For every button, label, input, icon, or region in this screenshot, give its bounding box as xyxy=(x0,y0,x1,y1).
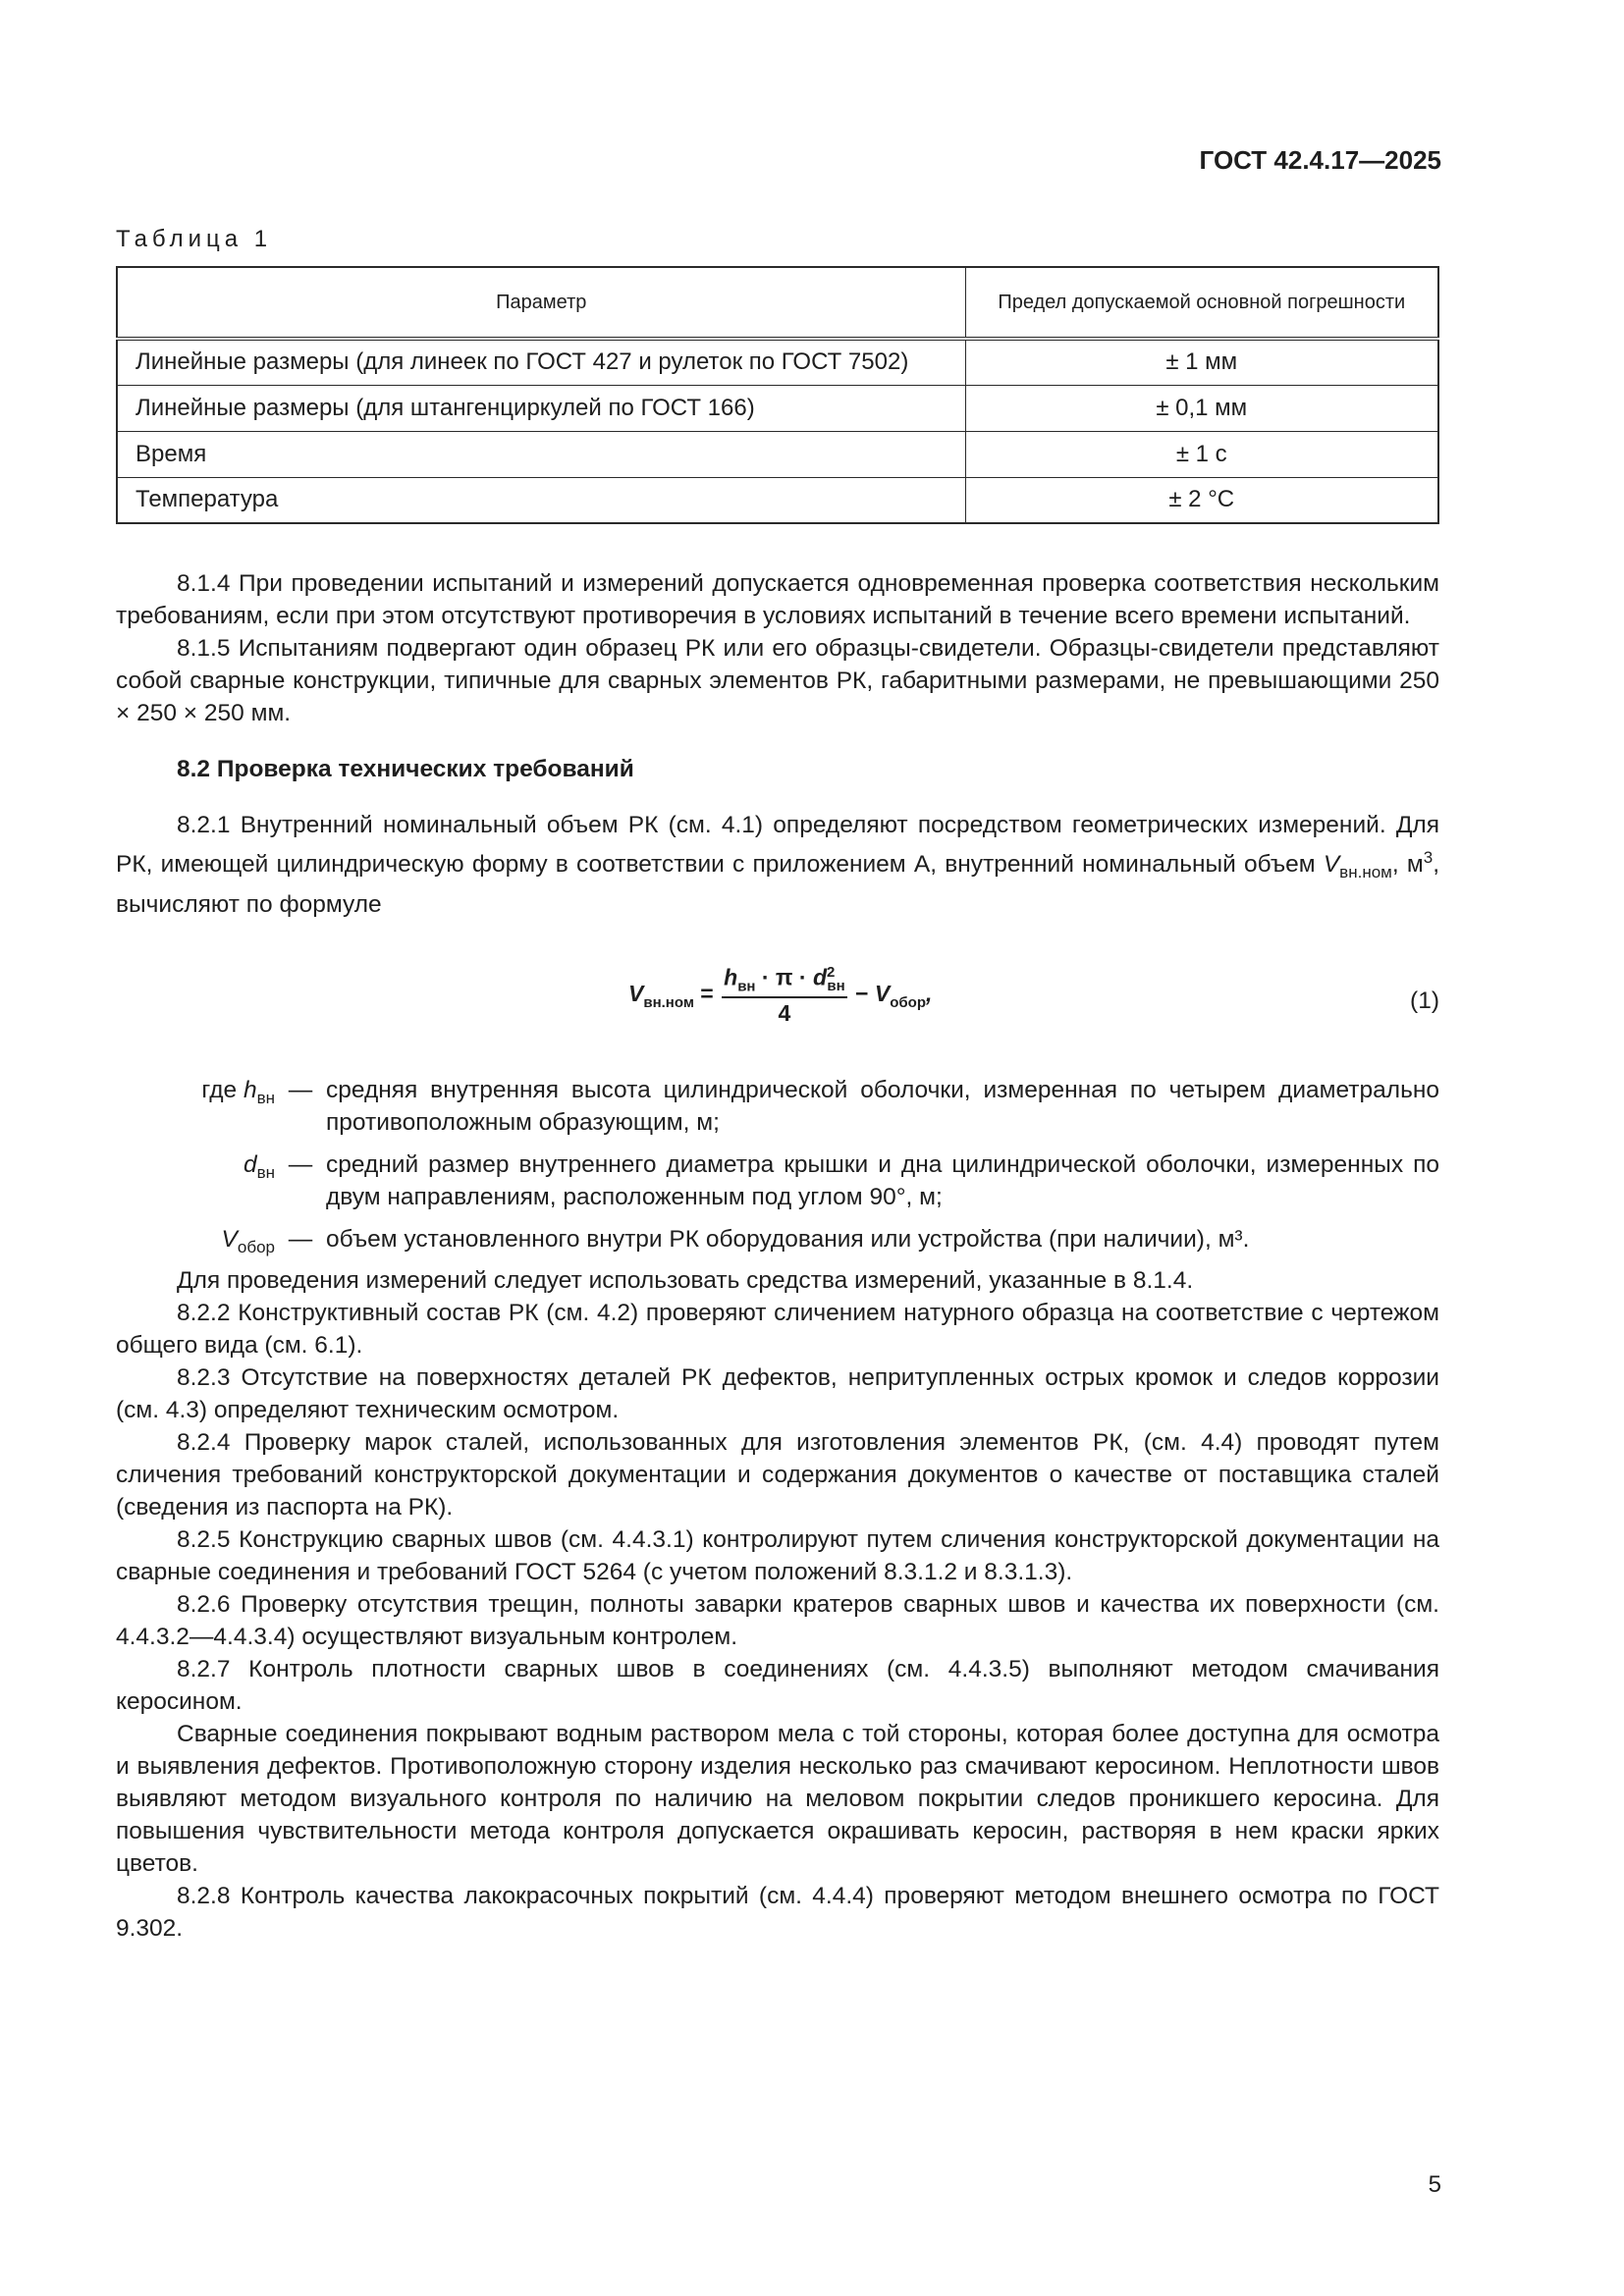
table-cell: Линейные размеры (для линеек по ГОСТ 427 и рулеток по ГОСТ 7502) xyxy=(117,339,965,385)
table-row xyxy=(117,339,1438,385)
table-cell: Температура xyxy=(117,477,965,523)
formula-subscript: обор xyxy=(890,993,926,1011)
table-cell: Линейные размеры (для штангенциркулей по ГОСТ 166) xyxy=(117,385,965,431)
table-header-row xyxy=(117,267,1438,339)
legend-dash: — xyxy=(288,1151,313,1178)
legend-item xyxy=(116,1074,1439,1139)
table-cell: ± 2 °С xyxy=(965,477,1438,523)
legend-prefix: где xyxy=(201,1077,244,1103)
formula-punctuation: , xyxy=(926,981,933,1007)
formula-fraction xyxy=(722,964,847,1027)
formula-number: (1) xyxy=(1410,988,1439,1014)
paragraph-8-2-1 xyxy=(116,809,1439,921)
formula-superscript: 2 xyxy=(827,964,836,981)
legend-variable: h xyxy=(243,1077,257,1103)
table-row xyxy=(117,431,1438,477)
paragraph-text: , м xyxy=(1391,851,1424,879)
formula-legend xyxy=(116,1074,1439,1273)
formula-numerator xyxy=(722,964,847,998)
formula-operator: = xyxy=(693,981,721,1007)
table-row xyxy=(117,385,1438,431)
paragraph: 8.2.6 Проверку отсутствия трещин, полноты заварки кратеров сварных швов и качества их поверхности (см. 4.4.3.2—4.4.3.4) осуществляют визуальным контролем. xyxy=(116,1591,1439,1650)
variable-subscript: вн.ном xyxy=(1339,863,1392,882)
legend-symbol xyxy=(116,1148,275,1213)
paragraph: Для проведения измерений следует использовать средства измерений, указанные в 8.1.4. xyxy=(177,1267,1194,1294)
body-text-bottom xyxy=(116,1264,1439,1945)
legend-subscript: вн xyxy=(256,1162,275,1182)
table-cell: ± 1 мм xyxy=(965,339,1438,385)
paragraph: 8.2.7 Контроль плотности сварных швов в соединениях (см. 4.4.3.5) выполняют методом смачивания керосином. xyxy=(116,1656,1439,1715)
paragraph: 8.2.2 Конструктивный состав РК (см. 4.2) проверяют сличением натурного образца на соответствие с чертежом общего вида (см. 6.1). xyxy=(116,1300,1439,1359)
legend-item xyxy=(116,1223,1439,1263)
formula-subscript: вн.ном xyxy=(643,993,694,1011)
formula-operator: − xyxy=(848,981,875,1007)
legend-description: средняя внутренняя высота цилиндрической оболочки, измеренная по четырем диаметрально противоположным образующим, м; xyxy=(326,1077,1439,1136)
legend-variable: V xyxy=(221,1226,238,1253)
legend-variable: d xyxy=(243,1151,257,1178)
formula-denominator: 4 xyxy=(778,1000,791,1027)
paragraph: 8.1.4 При проведении испытаний и измерений допускается одновременная проверка соответствия нескольким требованиям, если при этом отсутствуют противоречия в условиях испытаний в течение всего времени испытаний. xyxy=(116,570,1439,629)
formula-subscript: вн xyxy=(737,978,756,995)
legend-description: объем установленного внутри РК оборудования или устройства (при наличии), м³. xyxy=(326,1226,1250,1253)
table-cell: ± 1 с xyxy=(965,431,1438,477)
paragraph: Сварные соединения покрывают водным раствором мела с той стороны, которая более доступна для осмотра и выявления дефектов. Противоположную сторону изделия несколько раз смачивают керосином. Неплотности швов выявляют методом визуального контроля по наличию на меловом покрытии следов проникшего керосина. Для повышения чувствительности метода контроля допускается окрашивать керосин, растворяя в нем краски ярких цветов. xyxy=(116,1721,1439,1877)
paragraph: 8.1.5 Испытаниям подвергают один образец РК или его образцы-свидетели. Образцы-свидетели представляют собой сварные конструкции, типичные для сварных элементов РК, габаритными размерами, не превышающими 250 × 250 × 250 мм. xyxy=(116,635,1439,726)
paragraph: 8.2.4 Проверку марок сталей, использованных для изготовления элементов РК, (см. 4.4) проводят путем сличения требований конструкторской документации и содержания документов о качестве от поставщика сталей (сведения из паспорта на РК). xyxy=(116,1429,1439,1521)
body-text-top xyxy=(116,567,1439,921)
formula-symbol: h xyxy=(724,964,738,990)
formula-subscript: вн xyxy=(827,978,845,995)
table-cell: ± 0,1 мм xyxy=(965,385,1438,431)
legend-symbol xyxy=(116,1223,275,1263)
table-row xyxy=(117,477,1438,523)
page-number: 5 xyxy=(1428,2171,1441,2198)
legend-item xyxy=(116,1148,1439,1213)
paragraph: 8.2.3 Отсутствие на поверхностях деталей РК дефектов, непритупленных острых кромок и следов коррозии (см. 4.3) определяют техническим осмотром. xyxy=(116,1364,1439,1423)
table-caption: Таблица 1 xyxy=(116,226,273,252)
unit-superscript: 3 xyxy=(1423,848,1434,867)
legend-dash: — xyxy=(288,1226,313,1253)
legend-subscript: обор xyxy=(237,1237,275,1256)
formula-symbol: V xyxy=(874,981,891,1007)
column-header: Предел допускаемой основной погрешности xyxy=(965,267,1438,339)
paragraph-text: 8.2.1 Внутренний номинальный объем РК (см. 4.1) определяют посредством геометрических измерений. Для РК, имеющей цилиндрическую форму в соответствии с приложением А, внутренний номинальный объем xyxy=(116,812,1439,879)
formula-symbol: V xyxy=(628,981,644,1007)
formula-volume xyxy=(628,964,932,1027)
legend-description: средний размер внутреннего диаметра крышки и дна цилиндрической оболочки, измеренных по двум направлениям, расположенным под углом 90°, м; xyxy=(326,1151,1439,1210)
column-header: Параметр xyxy=(117,267,965,339)
formula-symbol: d xyxy=(812,964,828,990)
legend-dash: — xyxy=(288,1077,313,1103)
parameters-table xyxy=(116,266,1439,524)
document-number: ГОСТ 42.4.17—2025 xyxy=(1199,145,1441,175)
variable-symbol: V xyxy=(1323,851,1340,879)
legend-subscript: вн xyxy=(256,1088,275,1107)
paragraph: 8.2.8 Контроль качества лакокрасочных покрытий (см. 4.4.4) проверяют методом внешнего осмотра по ГОСТ 9.302. xyxy=(116,1883,1439,1942)
table-cell: Время xyxy=(117,431,965,477)
paragraph-text: , вычисляют по формуле xyxy=(116,851,1439,919)
section-title: 8.2 Проверка технических требований xyxy=(177,756,634,782)
formula-operator: · π · xyxy=(755,964,813,990)
legend-symbol xyxy=(116,1074,275,1139)
paragraph: 8.2.5 Конструкцию сварных швов (см. 4.4.3.1) контролируют путем сличения конструкторской документации на сварные соединения и требований ГОСТ 5264 (с учетом положений 8.3.1.2 и 8.3.1.3). xyxy=(116,1526,1439,1585)
